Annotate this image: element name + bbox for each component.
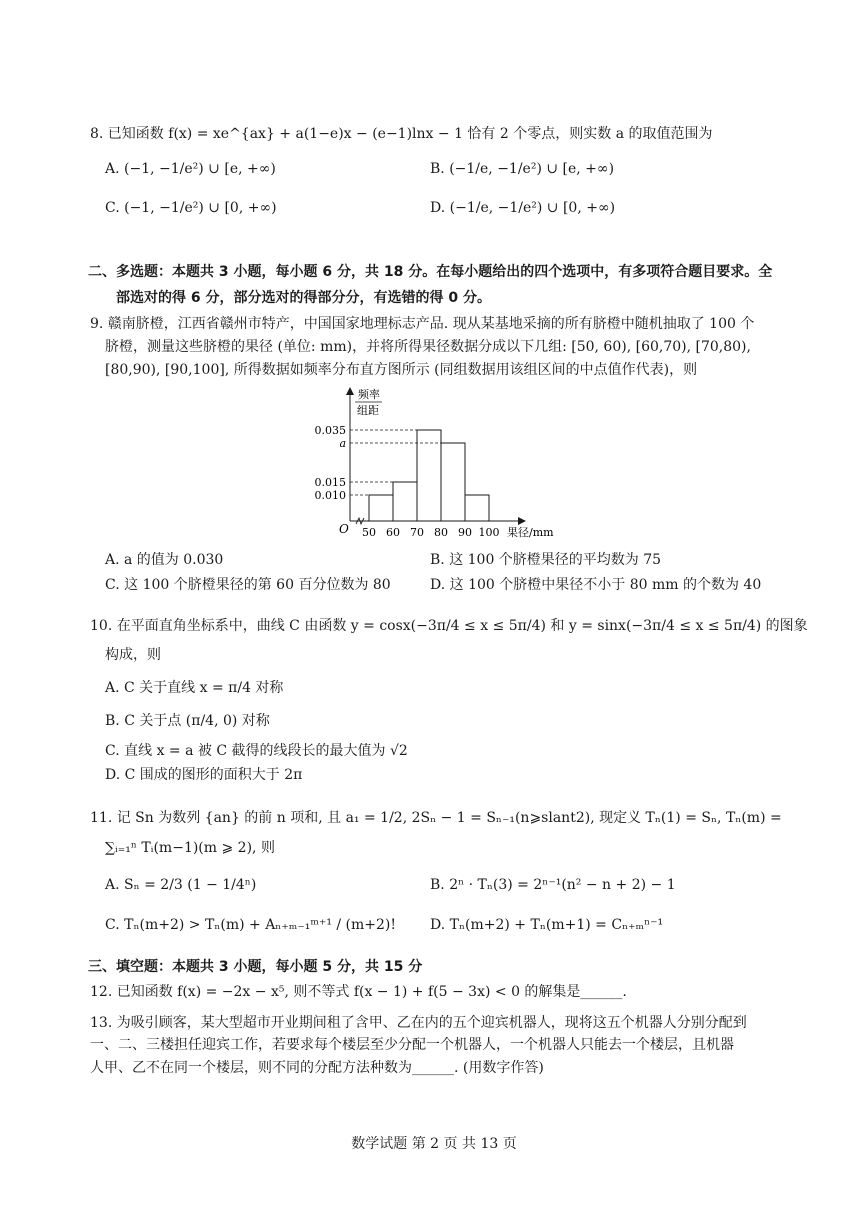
frequency-histogram: [300, 383, 600, 548]
histogram-bar-3: [417, 430, 441, 521]
axis-break: [356, 518, 364, 524]
q8-option-d: D. (−1/e, −1/e²) ∪ [0, +∞): [430, 200, 616, 216]
q8-stem: 8. 已知函数 f(x) = xe^{ax} + a(1−e)x − (e−1)lnx − 1 恰有 2 个零点，则实数 a 的取值范围为: [90, 126, 713, 142]
q10-option-d: D. C 围成的图形的面积大于 2π: [105, 767, 303, 783]
y-axis-label-bottom: 组距: [357, 404, 379, 417]
y-tick-label-4: 0.010: [314, 489, 346, 502]
x-tick-label-6: 100: [478, 526, 500, 539]
q10-option-c: C. 直线 x = a 被 C 截得的线段长的最大值为 √2: [105, 743, 408, 759]
q9-option-d: D. 这 100 个脐橙中果径不小于 80 mm 的个数为 40: [430, 577, 762, 593]
y-axis-label-top: 频率: [358, 388, 380, 401]
q11-stem-line2: ∑ᵢ₌₁ⁿ Tᵢ(m−1)(m ⩾ 2), 则: [105, 840, 275, 856]
x-tick-label-4: 80: [434, 526, 448, 539]
q9-option-a: A. a 的值为 0.030: [105, 552, 224, 568]
q10-stem-line1: 10. 在平面直角坐标系中，曲线 C 由函数 y = cosx(−3π/4 ≤ x ≤ 5π/4) 和 y = sinx(−3π/4 ≤ x ≤ 5π/4) 的图象: [90, 618, 808, 634]
q10-stem-line2: 构成，则: [105, 647, 161, 663]
q9-stem-line3: [80,90), [90,100], 所得数据如频率分布直方图所示 (同组数据用该组区间的中点值作代表)，则: [105, 362, 698, 378]
q11-stem-line1: 11. 记 Sn 为数列 {an} 的前 n 项和, 且 a₁ = 1/2, 2Sₙ − 1 = Sₙ₋₁(n⩾slant2), 现定义 Tₙ(1) = Sₙ, Tₙ(m) =: [90, 810, 782, 826]
histogram-bar-1: [369, 495, 393, 521]
section2-heading-line1: 二、多选题：本题共 3 小题，每小题 6 分，共 18 分。在每小题给出的四个选项中，有多项符合题目要求。全: [88, 264, 773, 280]
section3-heading: 三、填空题：本题共 3 小题，每小题 5 分，共 15 分: [88, 959, 423, 975]
q9-option-c: C. 这 100 个脐橙果径的第 60 百分位数为 80: [105, 577, 391, 593]
x-tick-label-2: 60: [386, 526, 400, 539]
q9-option-b: B. 这 100 个脐橙果径的平均数为 75: [430, 552, 662, 568]
q9-stem-line2: 脐橙，测量这些脐橙的果径 (单位: mm)，并将所得果径数据分成以下几组: [50, 60), [60,70), [70,80),: [105, 339, 751, 355]
origin-label: O: [339, 522, 349, 536]
q12-stem: 12. 已知函数 f(x) = −2x − x⁵, 则不等式 f(x − 1) + f(5 − 3x) < 0 的解集是______.: [90, 984, 627, 1000]
q13-stem-line1: 13. 为吸引顾客，某大型超市开业期间租了含甲、乙在内的五个迎宾机器人，现将这五个机器人分别分配到: [90, 1015, 747, 1031]
histogram-bar-4: [441, 443, 465, 521]
q13-stem-line3: 人甲、乙不在同一个楼层，则不同的分配方法种数为______. (用数字作答): [90, 1060, 544, 1076]
q11-option-b: B. 2ⁿ · Tₙ(3) = 2ⁿ⁻¹(n² − n + 2) − 1: [430, 877, 676, 893]
q10-option-b: B. C 关于点 (π/4, 0) 对称: [105, 713, 270, 729]
page-footer: 数学试题 第 2 页 共 13 页: [351, 1136, 517, 1152]
q13-stem-line2: 一、二、三楼担任迎宾工作，若要求每个楼层至少分配一个机器人，一个机器人只能去一个楼层，且机器: [90, 1037, 734, 1053]
q9-stem-line1: 9. 赣南脐橙，江西省赣州市特产，中国国家地理标志产品. 现从某基地采摘的所有脐橙中随机抽取了 100 个: [90, 316, 755, 332]
x-axis-label: 果径/mm: [507, 526, 554, 539]
histogram-bar-5: [465, 495, 489, 521]
q8-option-c: C. (−1, −1/e²) ∪ [0, +∞): [105, 200, 277, 216]
x-tick-label-5: 90: [458, 526, 472, 539]
x-tick-label-1: 50: [362, 526, 376, 539]
q8-option-a: A. (−1, −1/e²) ∪ [e, +∞): [105, 161, 276, 177]
histogram-bar-2: [393, 482, 417, 521]
q11-option-c: C. Tₙ(m+2) > Tₙ(m) + Aₙ₊ₘ₋₁ᵐ⁺¹ / (m+2)!: [105, 917, 397, 933]
q8-option-b: B. (−1/e, −1/e²) ∪ [e, +∞): [430, 161, 615, 177]
section2-heading-line2: 部选对的得 6 分，部分选对的得部分分，有选错的得 0 分。: [116, 290, 491, 306]
q11-option-d: D. Tₙ(m+2) + Tₙ(m+1) = Cₙ₊ₘⁿ⁻¹: [430, 917, 664, 933]
y-tick-label-1: 0.035: [314, 424, 346, 437]
q10-option-a: A. C 关于直线 x = π/4 对称: [105, 680, 284, 696]
q11-option-a: A. Sₙ = 2/3 (1 − 1/4ⁿ): [105, 877, 257, 893]
x-tick-label-3: 70: [410, 526, 424, 539]
y-tick-label-3: 0.015: [314, 476, 346, 489]
y-tick-label-2: a: [339, 437, 346, 450]
